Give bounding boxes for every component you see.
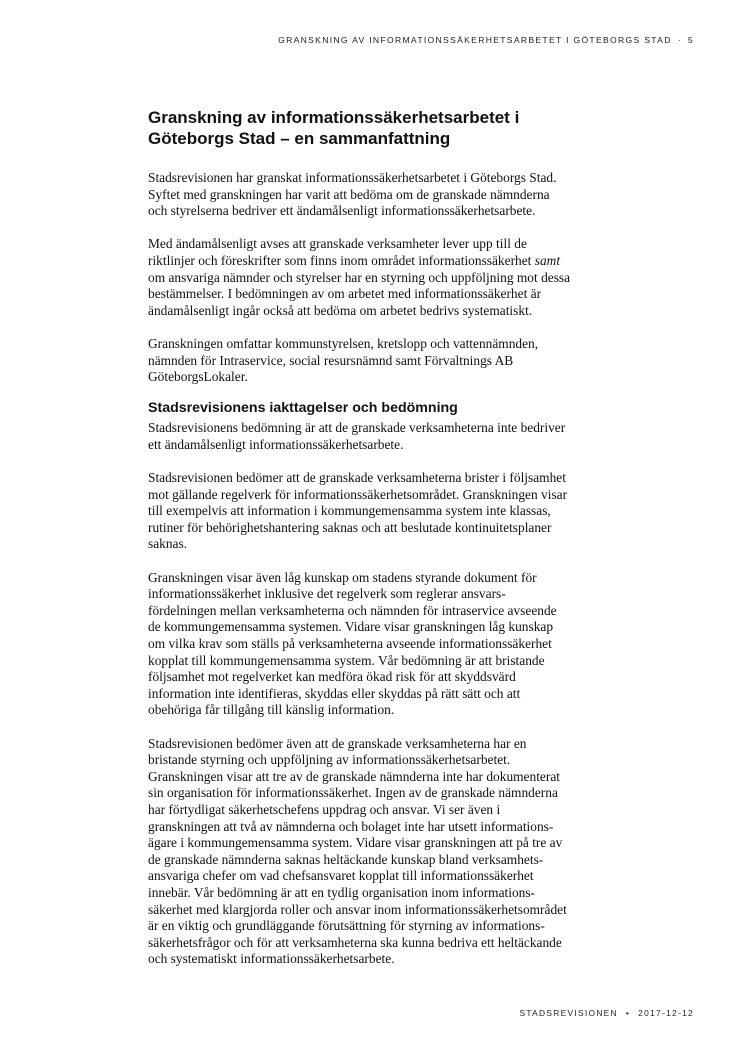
intro-paragraph-2 <box>148 236 608 319</box>
document-title <box>148 107 608 149</box>
findings-paragraph-1: Stadsrevisionens bedömning är att de granskade verksamheterna inte bedriver ett ändamålsenligt informationssäkerhetsarbete. <box>148 420 566 452</box>
findings-paragraph-3: Granskningen visar även låg kunskap om stadens styrande dokument för informationssäkerhet inklusive det regelverk som reglerar ansvars- fördelningen mellan verksamheterna och nämnden för intraservice avseende de kommungemensamma systemen. Vidare visar granskningen låg kunskap om vilka krav som ställs på verksamheterna avseende informationssäkerhet kopplat till kommungemensamma system. Vår bedömning är att bristande följsamhet mot regelverket kan medföra ökad risk för att skyddsvärd information inte identifieras, skyddas eller skyddas på rätt sätt och att obehöriga får tillgång till känslig information. <box>148 569 557 718</box>
section-heading: Stadsrevisionens iakttagelser och bedömning <box>148 400 458 417</box>
header-separator: · <box>677 35 682 45</box>
findings-paragraph-2: Stadsrevisionen bedömer att de granskade verksamheterna brister i följsamhet mot gällande regelverk för informationssäkerhetsområdet. Granskningen visar till exempelvis att information i kommungemensamma system inte klassas, rutiner för behörighetshantering saknas och att beslutade kontinuitetsplaner saknas. <box>148 470 568 552</box>
intro-paragraph-3: Granskningen omfattar kommunstyrelsen, kretslopp och vattennämnden, nämnden för Intraservice, social resursnämnd samt Förvaltnings AB GöteborgsLokaler. <box>148 335 539 385</box>
findings-paragraph-4: Stadsrevisionen bedömer även att de granskade verksamheterna har en bristande styrning och uppföljning av informationssäkerhetsarbetet. Granskningen visar att tre av de granskade nämnderna inte har dokumenterat sin organisation för informationssäkerhet. Ingen av de granskade nämnderna har förtydligat säkerhetschefens uppdrag och ansvar. Vi ser även i granskningen att två av nämnderna och bolaget inte har utsett informations- ägare i kommungemensamma system. Vidare visar granskningen att på tre av de granskade nämnderna saknas heltäckande kunskap bland verksamhets- ansvariga chefer om vad chefsansvaret kopplat till informationssäkerhet innebär. Vår bedömning är att en tydlig organisation inom informations- säkerhet med klargjorda roller och ansvar inom informationssäkerhetsområdet är en viktig och grundläggande förutsättning för styrning av informations- säkerhetsfrågor och för att verksamheterna ska kunna bedriva ett heltäckande och systematiskt informationssäkerhetsarbete. <box>148 735 567 967</box>
intro-section <box>148 170 608 386</box>
intro-paragraph-2-part-a: Med ändamålsenligt avses att granskade verksamheter lever upp till de riktlinjer och föreskrifter som finns inom området informationssäkerhet <box>148 236 532 268</box>
intro-paragraph-1: Stadsrevisionen har granskat informationssäkerhetsarbetet i Göteborgs Stad. Syftet med granskningen har varit att bedöma om de granskade nämnderna och styrelserna bedriver ett ändamålsenligt informationssäkerhetsarbete. <box>148 170 557 219</box>
page-content <box>148 107 608 985</box>
title-line-1: Granskning av informationssäkerhetsarbetet i <box>148 108 520 127</box>
footer-separator: • <box>625 1008 631 1018</box>
running-header <box>278 35 694 45</box>
page-number: 5 <box>687 35 694 45</box>
findings-section <box>148 420 608 968</box>
footer-date: 2017-12-12 <box>638 1008 694 1018</box>
intro-paragraph-2-emphasis: samt <box>534 252 561 268</box>
footer-organization: STADSREVISIONEN <box>519 1008 618 1018</box>
intro-paragraph-2-part-b: om ansvariga nämnder och styrelser har en styrning och uppföljning mot dessa bestämmelser. I bedömningen av om arbetet med informationssäkerhet är ändamålsenligt ingår också att bedöma om arbetet bedrivs systematiskt. <box>148 269 571 318</box>
running-title: GRANSKNING AV INFORMATIONSSÄKERHETSARBETET I GÖTEBORGS STAD <box>278 35 672 45</box>
title-line-2: Göteborgs Stad – en sammanfattning <box>148 129 451 148</box>
running-footer <box>519 1008 694 1018</box>
